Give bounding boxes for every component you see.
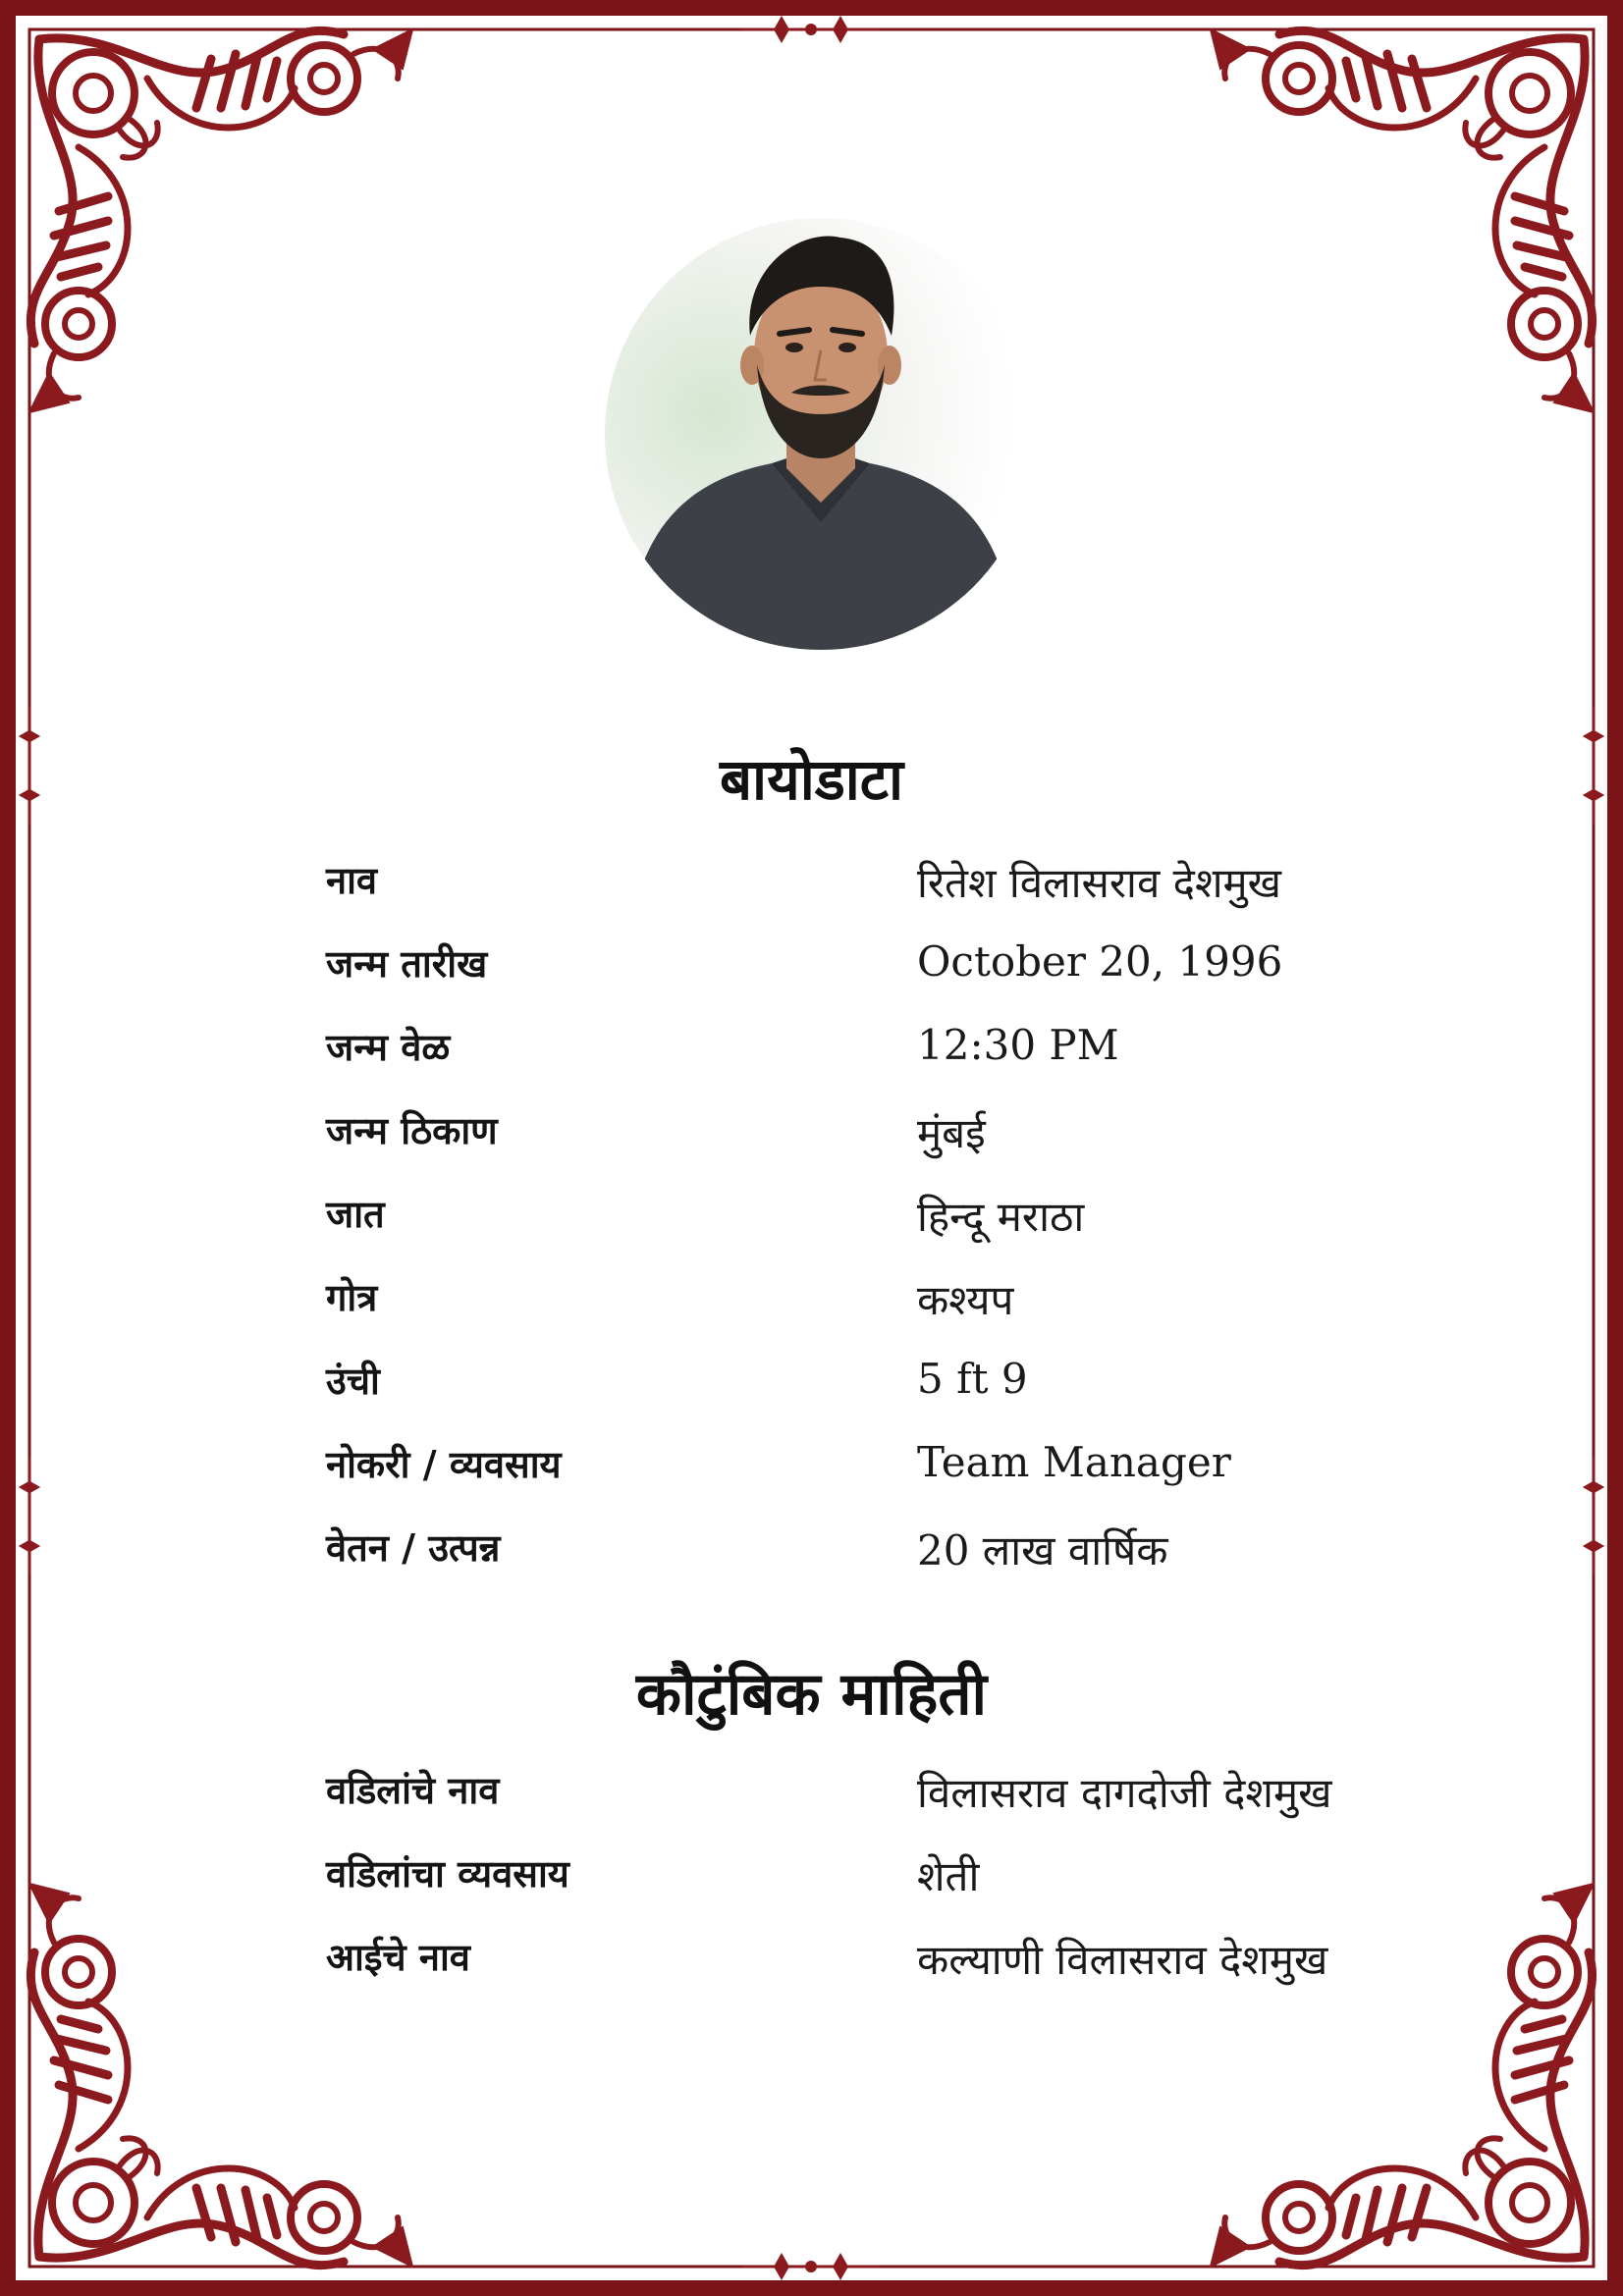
row-label: नोकरी / व्यवसाय <box>326 1443 562 1486</box>
biodata-row-name <box>326 854 1406 937</box>
row-label: जन्म तारीख <box>326 942 488 986</box>
biodata-row-gotra <box>326 1271 1406 1355</box>
row-value: कल्याणी विलासराव देशमुख <box>917 1936 1328 1984</box>
row-value: 20 लाख वार्षिक <box>917 1526 1168 1575</box>
row-label: जन्म ठिकाण <box>326 1109 498 1152</box>
family-row-mother-name <box>326 1931 1406 2014</box>
row-label: वडिलांचा व्यवसाय <box>326 1852 569 1896</box>
row-label: नाव <box>326 859 378 902</box>
biodata-row-caste <box>326 1188 1406 1271</box>
row-label: वेतन / उत्पन्न <box>326 1526 501 1570</box>
row-value: 12:30 PM <box>917 1021 1119 1069</box>
biodata-row-birth-place <box>326 1104 1406 1188</box>
row-label: वडिलांचे नाव <box>326 1769 500 1812</box>
profile-photo <box>605 218 1037 650</box>
biodata-title: बायोडाटा <box>719 746 904 813</box>
family-rows <box>326 1764 1406 2014</box>
row-value: विलासराव दागदोजी देशमुख <box>917 1769 1332 1817</box>
corner-ornament-top-right <box>1211 29 1594 412</box>
family-row-father-occupation <box>326 1847 1406 1931</box>
biodata-row-birth-time <box>326 1021 1406 1104</box>
row-value: हिन्दू मराठा <box>917 1193 1085 1241</box>
row-label: जन्म वेळ <box>326 1026 451 1069</box>
row-value: 5 ft 9 <box>917 1355 1028 1403</box>
biodata-row-birth-date <box>326 937 1406 1021</box>
row-label: जात <box>326 1193 385 1236</box>
row-value: कश्यप <box>917 1276 1014 1324</box>
row-value: मुंबई <box>917 1109 986 1157</box>
row-value: शेती <box>917 1852 980 1900</box>
row-value: October 20, 1996 <box>917 937 1283 986</box>
row-value: Team Manager <box>917 1438 1231 1486</box>
biodata-row-occupation <box>326 1438 1406 1522</box>
biodata-row-income <box>326 1522 1406 1605</box>
row-label: गोत्र <box>326 1276 378 1319</box>
row-value: रितेश विलासराव देशमुख <box>917 859 1281 907</box>
family-info-title: कौटुंबिक माहिती <box>635 1660 988 1729</box>
biodata-rows <box>326 854 1406 1605</box>
biodata-row-height <box>326 1355 1406 1438</box>
corner-ornament-top-left <box>29 29 412 412</box>
family-row-father-name <box>326 1764 1406 1847</box>
row-label: उंची <box>326 1360 380 1403</box>
row-label: आईचे नाव <box>326 1936 470 1979</box>
